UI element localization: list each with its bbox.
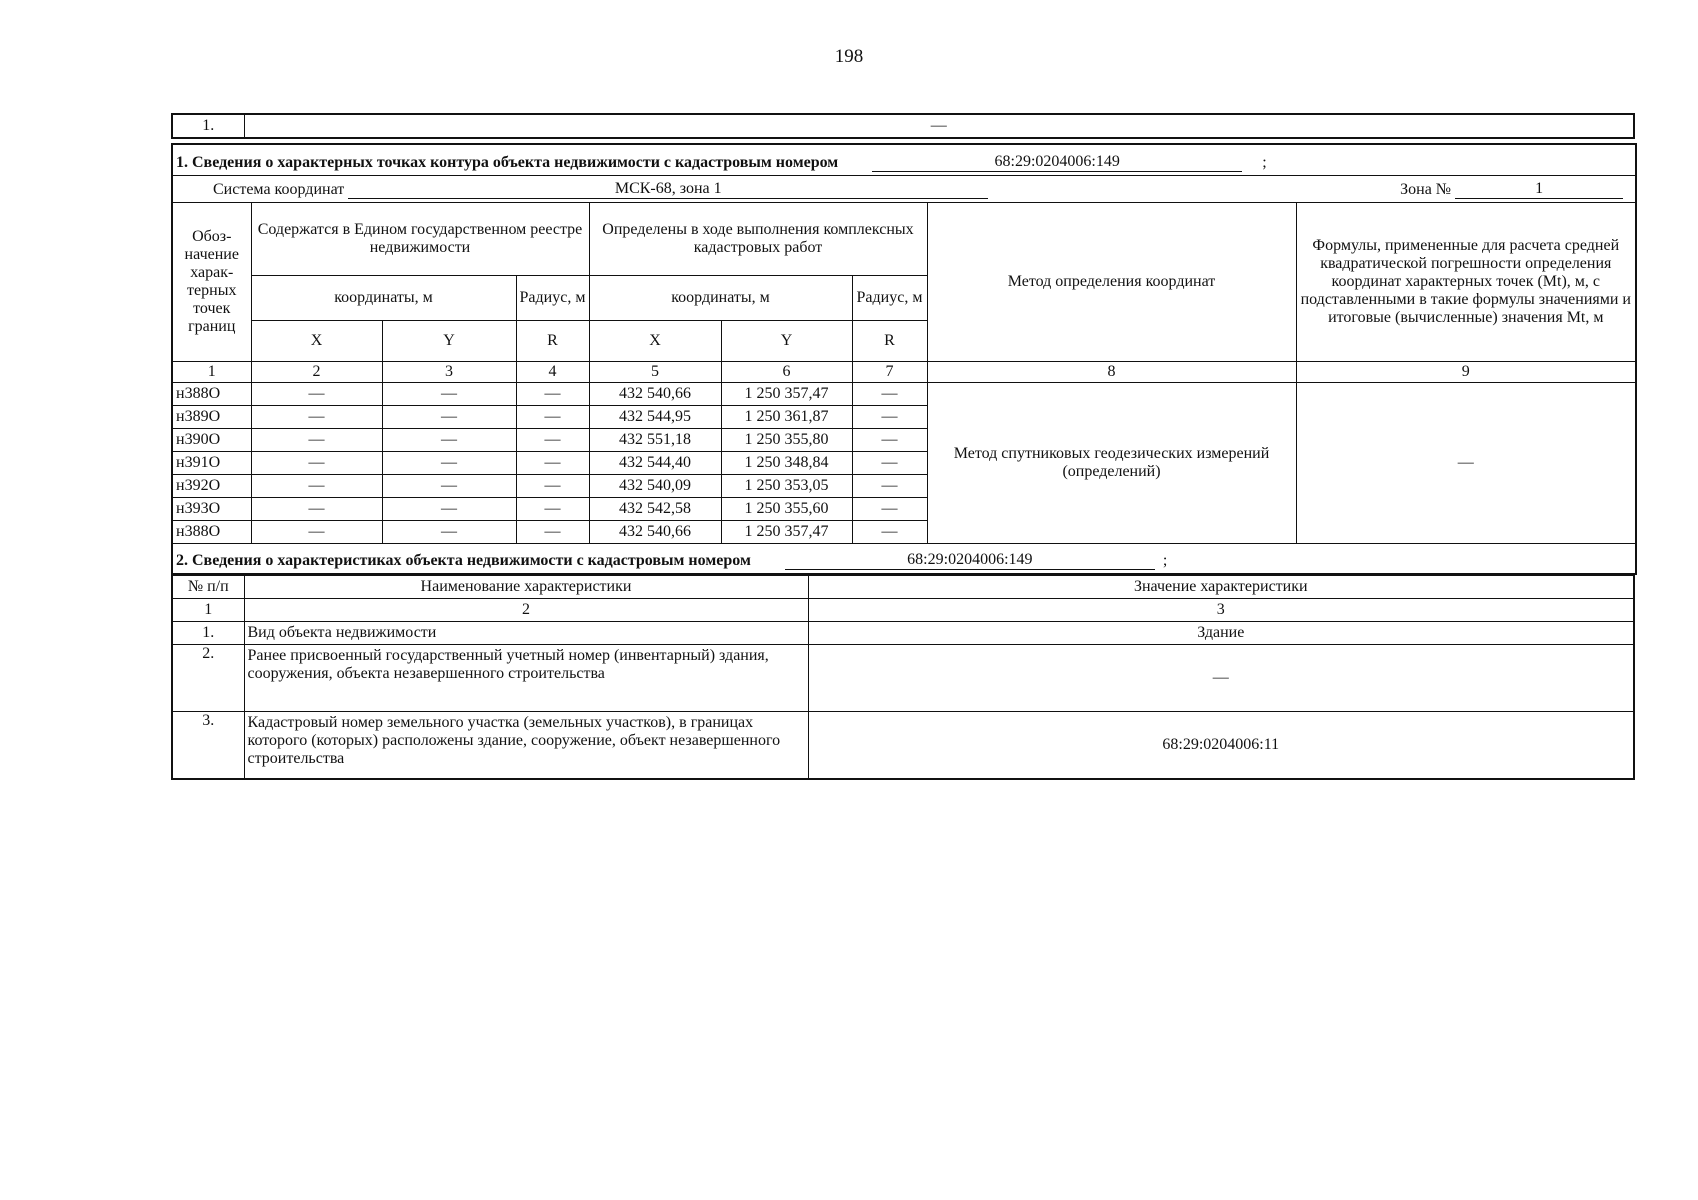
point-egrn-x: —: [251, 475, 382, 498]
char-value: 68:29:0204006:11: [808, 712, 1634, 780]
point-egrn-y: —: [382, 406, 516, 429]
zone-value: 1: [1455, 180, 1623, 199]
col-number: 4: [516, 362, 589, 383]
top-row-value: —: [244, 114, 1634, 138]
header-ccw-coords: координаты, м: [589, 276, 852, 321]
point-egrn-x: —: [251, 452, 382, 475]
point-egrn-x: —: [251, 429, 382, 452]
point-egrn-r: —: [516, 521, 589, 544]
point-x: 432 540,66: [589, 521, 721, 544]
point-x: 432 540,09: [589, 475, 721, 498]
header-egrn-coords: координаты, м: [251, 276, 516, 321]
header-designation: Обоз-начение харак-терных точек границ: [172, 203, 251, 362]
col-number: 3: [808, 599, 1634, 622]
col-number: 8: [927, 362, 1296, 383]
point-y: 1 250 361,87: [721, 406, 852, 429]
coord-system-label: Система координат: [213, 180, 345, 198]
point-x: 432 542,58: [589, 498, 721, 521]
section2-suffix: ;: [1162, 551, 1168, 569]
point-y: 1 250 348,84: [721, 452, 852, 475]
char-num: 3.: [172, 712, 244, 780]
header-ccw: Определены в ходе выполнения комплексных кадастровых работ: [589, 203, 927, 276]
char-num: 2.: [172, 645, 244, 712]
char-value: —: [808, 645, 1634, 712]
char-name: Кадастровый номер земельного участка (земельных участков), в границах которого (которых) расположены здание, сооружение, объект незавершенного строительства: [244, 712, 808, 780]
point-egrn-r: —: [516, 429, 589, 452]
header-method: Метод определения координат: [927, 203, 1296, 362]
header-ccw-radius: Радиус, м: [852, 276, 927, 321]
col-number: 7: [852, 362, 927, 383]
point-egrn-x: —: [251, 383, 382, 406]
point-egrn-r: —: [516, 383, 589, 406]
point-egrn-r: —: [516, 406, 589, 429]
table-row: [172, 645, 1634, 712]
point-egrn-x: —: [251, 406, 382, 429]
header-egrn-y: Y: [382, 321, 516, 362]
point-egrn-y: —: [382, 498, 516, 521]
point-egrn-y: —: [382, 383, 516, 406]
point-y: 1 250 357,47: [721, 521, 852, 544]
point-x: 432 544,40: [589, 452, 721, 475]
method-value: Метод спутниковых геодезических измерений (определений): [927, 383, 1296, 544]
col-number: 1: [172, 599, 244, 622]
point-egrn-y: —: [382, 521, 516, 544]
point-egrn-r: —: [516, 475, 589, 498]
point-egrn-x: —: [251, 498, 382, 521]
zone-label: Зона №: [1400, 180, 1452, 198]
table-row: [172, 622, 1634, 645]
char-value: Здание: [808, 622, 1634, 645]
point-y: 1 250 355,80: [721, 429, 852, 452]
coord-system-value: МСК-68, зона 1: [348, 180, 988, 199]
point-r: —: [852, 452, 927, 475]
char-name: Вид объекта недвижимости: [244, 622, 808, 645]
section1-title: 1. Сведения о характерных точках контура объекта недвижимости с кадастровым номером: [176, 153, 839, 171]
section2-title: 2. Сведения о характеристиках объекта недвижимости с кадастровым номером: [176, 551, 751, 569]
section2-title-row: [172, 544, 1636, 575]
col-number: 1: [172, 362, 251, 383]
point-name: н393О: [172, 498, 251, 521]
point-r: —: [852, 475, 927, 498]
header-ccw-x: X: [589, 321, 721, 362]
header-egrn-x: X: [251, 321, 382, 362]
point-egrn-y: —: [382, 429, 516, 452]
point-egrn-r: —: [516, 452, 589, 475]
col-number: 3: [382, 362, 516, 383]
col-number: 9: [1296, 362, 1636, 383]
point-name: н389О: [172, 406, 251, 429]
cadastral-sheet: [171, 113, 1635, 780]
coord-system-row: [172, 176, 1636, 203]
section1-suffix: ;: [1262, 153, 1267, 171]
point-y: 1 250 353,05: [721, 475, 852, 498]
col-number: 2: [244, 599, 808, 622]
point-name: н391О: [172, 452, 251, 475]
point-x: 432 551,18: [589, 429, 721, 452]
point-r: —: [852, 383, 927, 406]
point-egrn-r: —: [516, 498, 589, 521]
point-name: н390О: [172, 429, 251, 452]
point-name: н392О: [172, 475, 251, 498]
header-ccw-y: Y: [721, 321, 852, 362]
col-number: 5: [589, 362, 721, 383]
point-x: 432 540,66: [589, 383, 721, 406]
col-number: 6: [721, 362, 852, 383]
section1-table: [171, 143, 1637, 575]
point-r: —: [852, 521, 927, 544]
point-name: н388О: [172, 383, 251, 406]
point-r: —: [852, 406, 927, 429]
top-row-number: 1.: [172, 114, 244, 138]
top-row-table: [171, 113, 1635, 139]
char-num: 1.: [172, 622, 244, 645]
header-formulas: Формулы, примененные для расчета средней квадратической погрешности определения координат характерных точек (Mt), м, с подставленными в такие формулы значениями и итоговые (вычисленные) значения Mt, м: [1296, 203, 1636, 362]
section1-title-row: [172, 144, 1636, 176]
header-egrn: Содержатся в Едином государственном реестре недвижимости: [251, 203, 589, 276]
section2-table: [171, 575, 1635, 780]
point-egrn-y: —: [382, 452, 516, 475]
char-name: Ранее присвоенный государственный учетный номер (инвентарный) здания, сооружения, объекта незавершенного строительства: [244, 645, 808, 712]
section2-cadastral-number: 68:29:0204006:149: [785, 551, 1155, 570]
section2-header-value: Значение характеристики: [808, 576, 1634, 599]
section2-header-name: Наименование характеристики: [244, 576, 808, 599]
section1-cadastral-number: 68:29:0204006:149: [872, 153, 1242, 172]
point-y: 1 250 357,47: [721, 383, 852, 406]
formulas-value: —: [1296, 383, 1636, 544]
point-name: н388О: [172, 521, 251, 544]
table-row: [172, 383, 1636, 406]
section2-header-num: № п/п: [172, 576, 244, 599]
table-row: [172, 712, 1634, 780]
point-r: —: [852, 429, 927, 452]
point-r: —: [852, 498, 927, 521]
header-egrn-radius: Радиус, м: [516, 276, 589, 321]
point-x: 432 544,95: [589, 406, 721, 429]
point-egrn-x: —: [251, 521, 382, 544]
page-number: 198: [834, 46, 864, 67]
header-egrn-r: R: [516, 321, 589, 362]
point-y: 1 250 355,60: [721, 498, 852, 521]
point-egrn-y: —: [382, 475, 516, 498]
col-number: 2: [251, 362, 382, 383]
header-ccw-r: R: [852, 321, 927, 362]
